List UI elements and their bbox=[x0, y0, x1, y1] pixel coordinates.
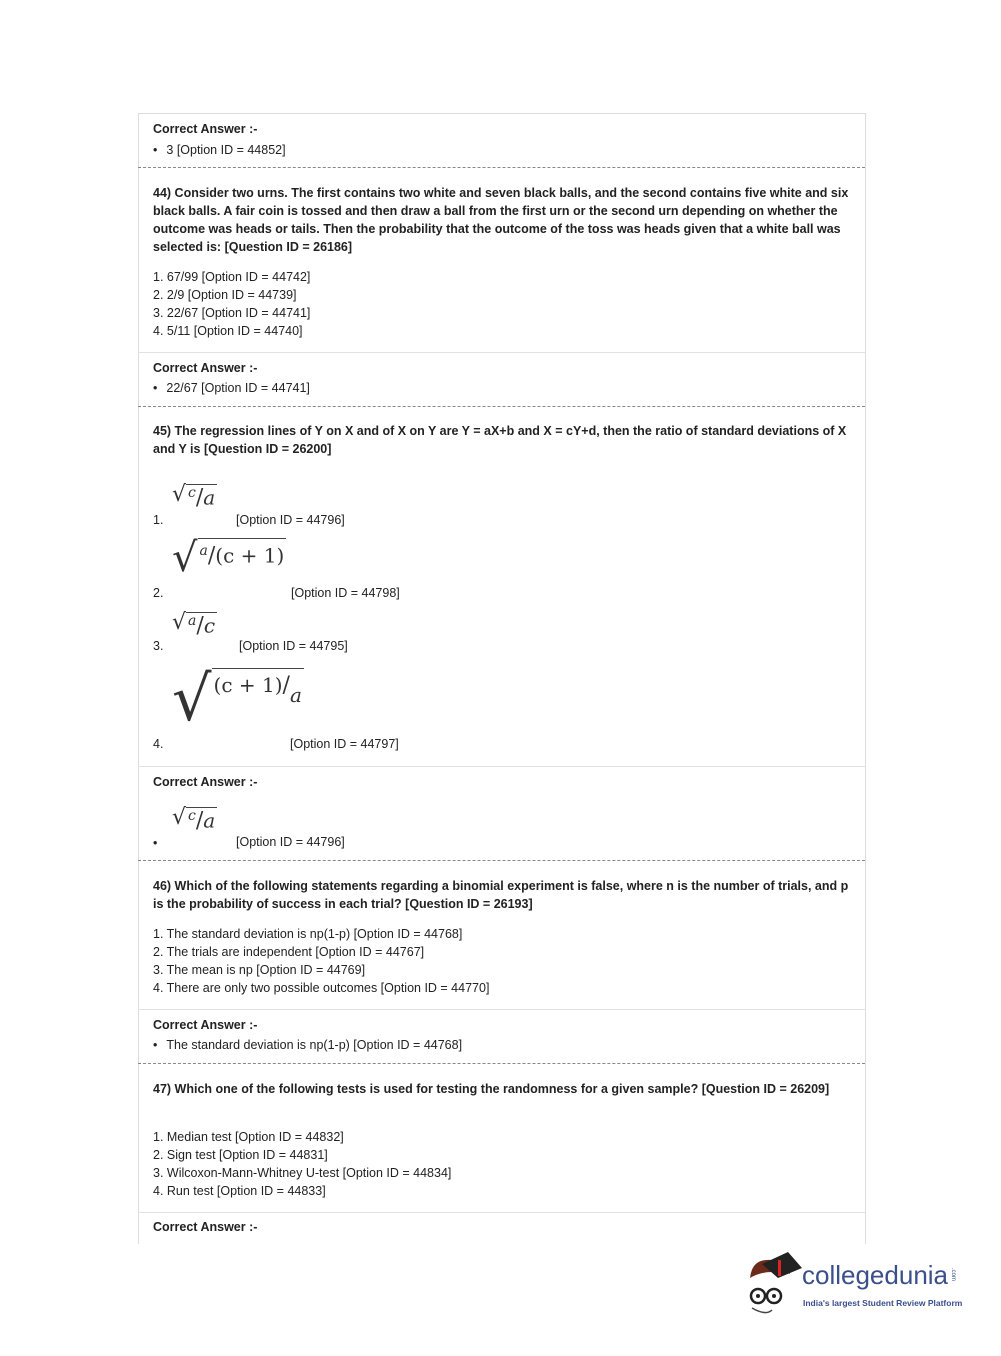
answer-label: Correct Answer :- bbox=[153, 122, 258, 136]
option: 1. 67/99 [Option ID = 44742] bbox=[153, 270, 311, 284]
question-46-text: 46) Which of the following statements regarding a binomial experiment is false, where n is the number of trials, and p is the probability of success in each trial? [Question ID = 26193] bbox=[153, 879, 849, 911]
option-formula: √ $^c$/a bbox=[172, 482, 216, 511]
option: 2. Sign test [Option ID = 44831] bbox=[153, 1148, 328, 1162]
mascot-icon bbox=[742, 1250, 804, 1320]
divider bbox=[138, 1063, 865, 1064]
question-47-text: 47) Which one of the following tests is used for testing the randomness for a given sample? [Question ID = 26209] bbox=[153, 1082, 830, 1096]
answer-label: Correct Answer :- bbox=[153, 1220, 258, 1234]
answer-value: • 3 [Option ID = 44852] bbox=[153, 141, 286, 159]
option-formula: √ $^a$/c bbox=[172, 610, 216, 639]
option: 4. There are only two possible outcomes [Option ID = 44770] bbox=[153, 981, 490, 995]
question-44-text: 44) Consider two urns. The first contains two white and seven black balls, and the second contains five white and six black balls. A fair coin is tossed and then draw a ball from the first urn or the second urn depending on whether the outcome was heads or tails. Then the probability that the outcome of the toss was heads given that a white ball was selected is: [Question ID = 26186] bbox=[153, 186, 849, 254]
answer-value: [Option ID = 44796] bbox=[236, 835, 345, 849]
option-id: [Option ID = 44795] bbox=[239, 639, 348, 653]
divider bbox=[138, 406, 865, 407]
option: 1. Median test [Option ID = 44832] bbox=[153, 1130, 344, 1144]
logo-wordmark-row bbox=[802, 1260, 956, 1290]
bullet: • bbox=[153, 836, 158, 850]
option-id: [Option ID = 44796] bbox=[236, 513, 345, 527]
option-number: 2. bbox=[153, 586, 164, 600]
option: 4. 5/11 [Option ID = 44740] bbox=[153, 324, 303, 338]
divider bbox=[138, 860, 865, 861]
answer-value: • The standard deviation is np(1-p) [Option ID = 44768] bbox=[153, 1036, 462, 1054]
answer-formula: √ $^c$/a bbox=[172, 805, 216, 834]
option-number: 3. bbox=[153, 639, 164, 653]
answer-label: Correct Answer :- bbox=[153, 775, 258, 789]
option: 3. Wilcoxon-Mann-Whitney U-test [Option ID = 44834] bbox=[153, 1166, 452, 1180]
option-formula: √ (c + 1)/a bbox=[172, 662, 302, 735]
option-id: [Option ID = 44797] bbox=[290, 737, 399, 751]
option: 1. The standard deviation is np(1-p) [Option ID = 44768] bbox=[153, 927, 463, 941]
divider bbox=[138, 352, 865, 353]
option-id: [Option ID = 44798] bbox=[291, 586, 400, 600]
answer-label: Correct Answer :- bbox=[153, 361, 258, 375]
divider bbox=[138, 167, 865, 168]
option: 2. 2/9 [Option ID = 44739] bbox=[153, 288, 297, 302]
option: 4. Run test [Option ID = 44833] bbox=[153, 1184, 326, 1198]
option: 2. The trials are independent [Option ID = 44767] bbox=[153, 945, 425, 959]
option-number: 4. bbox=[153, 737, 164, 751]
option-number: 1. bbox=[153, 513, 164, 527]
divider bbox=[138, 1212, 865, 1213]
logo-wordmark: collegedunia bbox=[802, 1260, 949, 1290]
question-45-text: 45) The regression lines of Y on X and of X on Y are Y = aX+b and X = cY+d, then the ratio of standard deviations of X and Y is [Question ID = 26200] bbox=[153, 424, 847, 456]
option: 3. The mean is np [Option ID = 44769] bbox=[153, 963, 366, 977]
divider bbox=[138, 766, 865, 767]
logo-tagline: India's largest Student Review Platform bbox=[803, 1298, 963, 1308]
logo-suffix: .com bbox=[950, 1268, 957, 1282]
answer-label: Correct Answer :- bbox=[153, 1018, 258, 1032]
answer-value: • 22/67 [Option ID = 44741] bbox=[153, 379, 310, 397]
divider bbox=[138, 1009, 865, 1010]
collegedunia-logo bbox=[742, 1250, 982, 1320]
option: 3. 22/67 [Option ID = 44741] bbox=[153, 306, 311, 320]
option-formula: √ $^a$/(c + 1) bbox=[172, 535, 285, 581]
